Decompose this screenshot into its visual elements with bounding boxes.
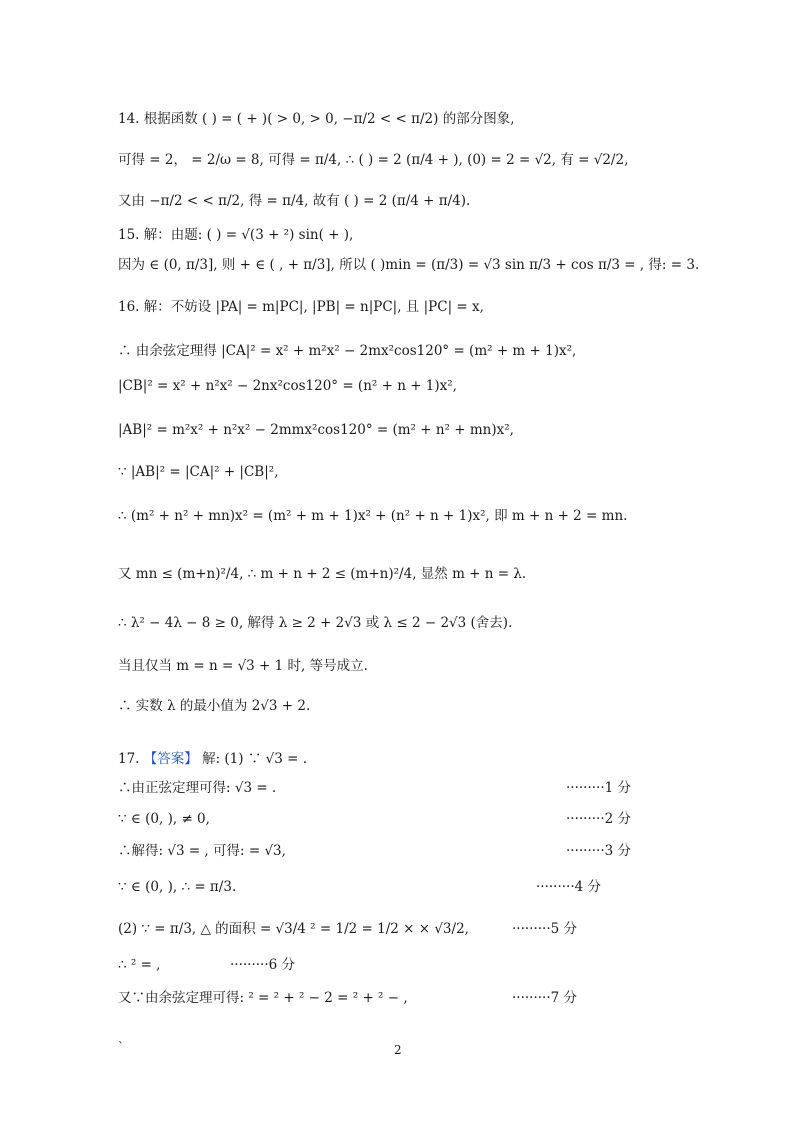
footer-tick: `	[118, 1040, 124, 1054]
q17-step-text: ∴由正弦定理可得: √3 = .	[118, 780, 277, 796]
q17-step-text: 又∵由余弦定理可得: ² = ² + ² − 2 = ² + ² − ,	[118, 990, 408, 1006]
q17-step-text: ∵ ∈ (0, ), ∴ = π/3.	[118, 879, 237, 895]
q17-step-text: ∵ ∈ (0, ), ≠ 0,	[118, 811, 210, 827]
q16-line-2: ∴ 由余弦定理得 |CA|² = x² + m²x² − 2mx²cos120° = (m² + m + 1)x²,	[118, 343, 577, 359]
q17-step	[118, 956, 718, 974]
q14-line-2: 可得 = 2， = 2/ω = 8, 可得 = π/4, ∴ ( ) = 2 (π/4 + ), (0) = 2 = √2, 有 = √2/2,	[118, 152, 629, 168]
score-marker: ·········2 分	[566, 811, 632, 827]
q16-line-1: 16. 解：不妨设 |PA| = m|PC|, |PB| = n|PC|, 且 |PC| = x,	[118, 299, 484, 315]
q14-line-1: 14. 根据函数 ( ) = ( + )( > 0, > 0, −π/2 < < π/2) 的部分图象,	[118, 111, 515, 127]
q15-line-1: 15. 解：由题: ( ) = √(3 + ²) sin( + ),	[118, 227, 354, 243]
q16-line-6: ∴ (m² + n² + mn)x² = (m² + m + 1)x² + (n² + n + 1)x², 即 m + n + 2 = mn.	[118, 508, 628, 524]
q16-line-5: ∵ |AB|² = |CA|² + |CB|²,	[118, 464, 279, 480]
score-marker: ·········1 分	[566, 780, 632, 796]
q17-step	[118, 842, 718, 860]
q15-line-2: 因为 ∈ (0, π/3], 则 + ∈ ( , + π/3], 所以 ( )min = (π/3) = √3 sin π/3 + cos π/3 = , 得: = 3.	[118, 257, 700, 273]
q17-step	[118, 920, 718, 938]
q17-step-text: 解: (1) ∵ √3 = .	[202, 751, 307, 767]
q14-line-3: 又由 −π/2 < < π/2, 得 = π/4, 故有 ( ) = 2 (π/4 + π/4).	[118, 193, 471, 209]
answer-tag: 【答案】	[143, 751, 198, 767]
q17-step-text: (2) ∵ = π/3, △ 的面积 = √3/4 ² = 1/2 = 1/2 × × √3/2,	[118, 921, 469, 937]
q16-line-7: 又 mn ≤ (m+n)²/4, ∴ m + n + 2 ≤ (m+n)²/4, 显然 m + n = λ.	[118, 566, 527, 582]
score-marker: ·········7 分	[512, 990, 578, 1006]
q17-step	[118, 878, 718, 896]
q16-line-10: ∴ 实数 λ 的最小值为 2√3 + 2.	[118, 698, 311, 714]
score-marker: ·········6 分	[230, 957, 296, 973]
score-marker: ·········3 分	[566, 843, 632, 859]
q17-step-text: ∴ ² = ,	[118, 957, 161, 973]
q17-step	[118, 810, 718, 828]
q17-step-text: ∴解得: √3 = , 可得: = √3,	[118, 843, 286, 859]
q16-line-9: 当且仅当 m = n = √3 + 1 时, 等号成立.	[118, 658, 368, 674]
q17-step	[118, 779, 718, 797]
q17-header	[118, 750, 718, 768]
q16-line-4: |AB|² = m²x² + n²x² − 2mmx²cos120° = (m² + n² + mn)x²,	[118, 422, 514, 438]
q17-step	[118, 989, 718, 1007]
q16-line-8: ∴ λ² − 4λ − 8 ≥ 0, 解得 λ ≥ 2 + 2√3 或 λ ≤ 2 − 2√3 (舍去).	[118, 615, 513, 631]
page-number: 2	[394, 1043, 402, 1057]
q17-number: 17.	[118, 751, 140, 767]
q16-line-3: |CB|² = x² + n²x² − 2nx²cos120° = (n² + n + 1)x²,	[118, 378, 457, 394]
score-marker: ·········4 分	[536, 879, 602, 895]
score-marker: ·········5 分	[512, 921, 578, 937]
